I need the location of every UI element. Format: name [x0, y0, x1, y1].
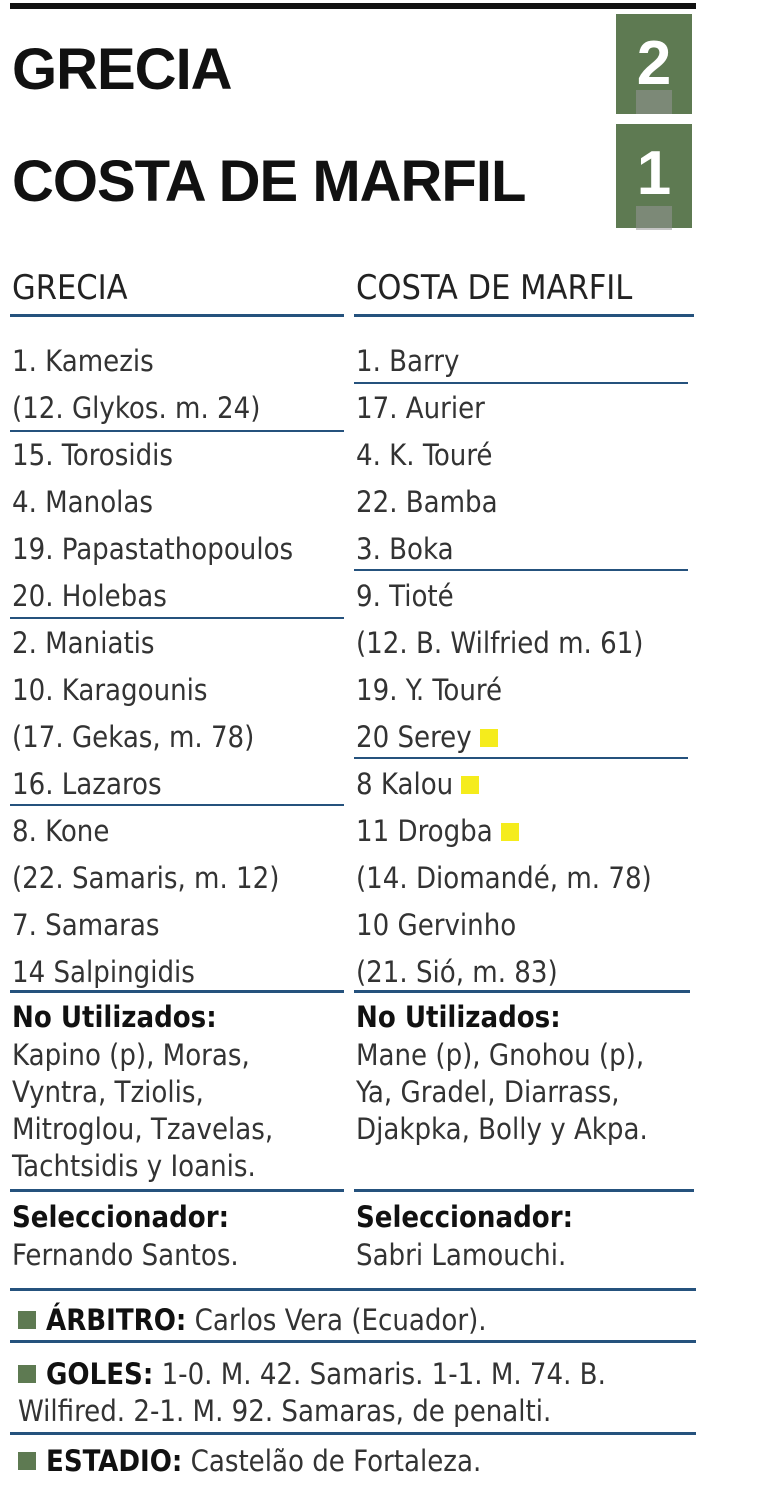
green-square-bullet-icon [18, 1365, 36, 1383]
player-row: 20. Holebas [12, 579, 167, 613]
player-row: 4. Manolas [12, 485, 153, 519]
player-row: 4. K. Touré [356, 438, 493, 472]
coach-label: Seleccionador: [12, 1200, 230, 1234]
player-row-booked: 11 Drogba [356, 808, 519, 855]
green-square-bullet-icon [18, 1311, 36, 1329]
player-row: 1. Kamezis [12, 344, 154, 378]
player-row: 15. Torosidis [12, 438, 174, 472]
player-row: (14. Diomandé, m. 78) [356, 861, 652, 895]
player-row: 3. Boka [356, 532, 454, 566]
player-row: 16. Lazaros [12, 767, 162, 801]
player-row: (12. Glykos. m. 24) [12, 391, 261, 425]
score1: 2 [636, 29, 672, 98]
referee-name: Carlos Vera (Ecuador). [194, 1303, 487, 1337]
stadium-name: Castelão de Fortaleza. [190, 1444, 482, 1478]
referee-line [18, 1302, 694, 1339]
unused-label: No Utilizados: [12, 1000, 217, 1034]
score2: 1 [636, 139, 672, 208]
green-square-bullet-icon [18, 1452, 36, 1470]
player-row: (21. Sió, m. 83) [356, 955, 558, 989]
player-row-booked: 8 Kalou [356, 761, 479, 808]
score1-box [616, 14, 692, 114]
player-row: 10 Gervinho [356, 908, 517, 942]
player-row: 19. Papastathopoulos [12, 532, 294, 566]
stadium-line [18, 1443, 694, 1480]
player-row-booked: 20 Serey [356, 714, 498, 761]
stadium-label: ESTADIO: [46, 1444, 183, 1478]
player-row: 9. Tioté [356, 579, 454, 613]
unused-players: Mane (p), Gnohou (p), Ya, Gradel, Diarrass, Djakpka, Bolly y Akpa. [356, 1038, 648, 1146]
player-row: 1. Barry [356, 344, 460, 378]
team1-name: GRECIA [12, 37, 232, 102]
lineup-heading: COSTA DE MARFIL [356, 268, 633, 308]
coach-name: Fernando Santos. [12, 1238, 239, 1272]
player-row: 14 Salpingidis [12, 955, 195, 989]
player-row: 7. Samaras [12, 908, 160, 942]
score2-box [616, 124, 692, 228]
player-row: 8. Kone [12, 814, 110, 848]
referee-label: ÁRBITRO: [46, 1303, 187, 1337]
coach-label: Seleccionador: [356, 1200, 574, 1234]
team2-name: COSTA DE MARFIL [12, 149, 526, 214]
yellow-card-icon [480, 729, 498, 747]
player-row: (12. B. Wilfried m. 61) [356, 626, 644, 660]
goals-text: 1-0. M. 42. Samaris. 1-1. M. 74. B. Wilfired. 2-1. M. 92. Samaras, de penalti. [18, 1357, 606, 1428]
goals-label: GOLES: [46, 1357, 154, 1391]
player-row: 19. Y. Touré [356, 673, 503, 707]
player-row: 10. Karagounis [12, 673, 208, 707]
player-row: 17. Aurier [356, 391, 485, 425]
player-row: 22. Bamba [356, 485, 498, 519]
player-row: (22. Samaris, m. 12) [12, 861, 280, 895]
top-rule [10, 3, 696, 9]
player-row: (17. Gekas, m. 78) [12, 720, 255, 754]
goals-line [18, 1356, 698, 1430]
yellow-card-icon [461, 776, 479, 794]
unused-players: Kapino (p), Moras, Vyntra, Tziolis, Mitroglou, Tzavelas, Tachtsidis y Ioanis. [12, 1038, 274, 1183]
unused-label: No Utilizados: [356, 1000, 561, 1034]
player-row: 2. Maniatis [12, 626, 155, 660]
lineup-heading: GRECIA [12, 268, 128, 308]
coach-name: Sabri Lamouchi. [356, 1238, 567, 1272]
yellow-card-icon [501, 823, 519, 841]
